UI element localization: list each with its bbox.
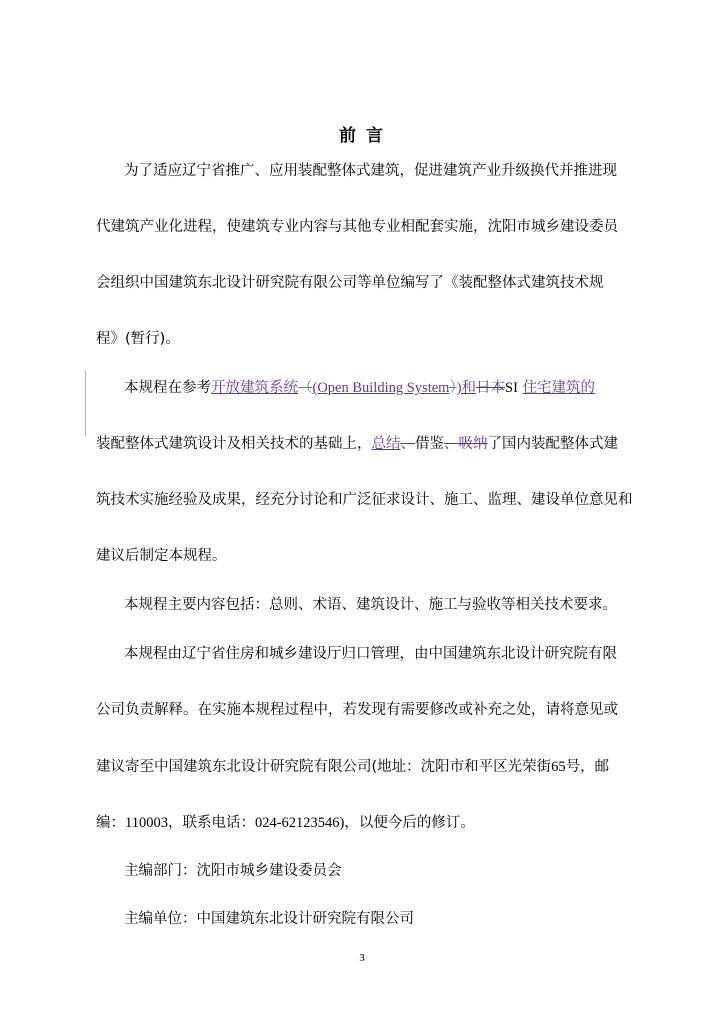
tracked-deletion: 、吸纳 — [444, 436, 488, 452]
p2-line-3: 筑技术实施经验及成果，经充分讨论和广泛征求设计、施工、监理、建设单位意见和 — [96, 492, 633, 508]
p4-text: 号，邮 — [565, 759, 610, 775]
editor-unit: 主编单位：中国建筑东北设计研究院有限公司 — [124, 911, 414, 927]
p3-line-1: 本规程主要内容包括：总则、术语、建筑设计、施工与验收等相关技术要求。 — [124, 597, 617, 613]
p2-text: 了国内装配整体式建 — [487, 436, 618, 452]
p4-text: ，以便今后的修订。 — [344, 815, 475, 831]
tracked-deletion: 日本 — [476, 380, 506, 396]
p1-line-1: 为了适应辽宁省推广、应用装配整体式建筑，促进建筑产业升级换代并推进现 — [124, 163, 617, 179]
p4-line-3 — [96, 757, 609, 777]
p4-text: ，联系电话： — [167, 815, 255, 831]
revision-change-bar — [85, 370, 86, 436]
p2-text: SI — [505, 380, 518, 396]
tracked-deletion: 、 — [400, 436, 415, 452]
p4-text: 编： — [96, 815, 125, 831]
p4-line-1: 本规程由辽宁省住房和城乡建设厅归口管理，由中国建筑东北设计研究院有限 — [124, 646, 617, 662]
tracked-insertion: 和 — [461, 380, 477, 396]
tracked-insertion: 开放建筑系统 — [211, 380, 298, 396]
p2-text: 借鉴 — [415, 436, 444, 452]
tracked-deletion: ） — [449, 380, 457, 396]
p2-line-1 — [124, 378, 595, 398]
page-title: 前 言 — [339, 126, 385, 146]
phone-number: 024-62123546) — [254, 815, 345, 831]
p1-line-4: 程》(暂行)。 — [96, 331, 180, 347]
p4-text: 建议寄至中国建筑东北设计研究院有限公司(地址：沈阳市和平区光荣街 — [96, 759, 552, 775]
p2-text: 装配整体式建筑设计及相关技术的基础上， — [96, 436, 372, 452]
p2-text: 本规程在参考 — [124, 380, 211, 396]
tracked-insertion: (Open Building System — [312, 380, 450, 396]
tracked-insertion: 住宅建筑的 — [522, 380, 596, 396]
editor-department: 主编部门：沈阳市城乡建设委员会 — [124, 863, 342, 879]
p2-line-2 — [96, 434, 618, 454]
p4-number: 65 — [551, 759, 566, 775]
p2-line-4: 建议后制定本规程。 — [96, 548, 227, 564]
tracked-deletion: （ — [298, 380, 313, 396]
p4-line-4 — [96, 813, 475, 833]
p4-line-2: 公司负责解释。在实施本规程过程中，若发现有需要修改或补充之处，请将意见或 — [96, 702, 618, 718]
page-number: 3 — [359, 952, 365, 964]
p1-line-2: 代建筑产业化进程，使建筑专业内容与其他专业相配套实施，沈阳市城乡建设委员 — [96, 219, 618, 235]
p1-line-3: 会组织中国建筑东北设计研究院有限公司等单位编写了《装配整体式建筑技术规 — [96, 275, 604, 291]
tracked-insertion: ) — [456, 380, 462, 396]
postal-code: 110003 — [125, 815, 168, 831]
tracked-insertion: 总结 — [371, 436, 401, 452]
